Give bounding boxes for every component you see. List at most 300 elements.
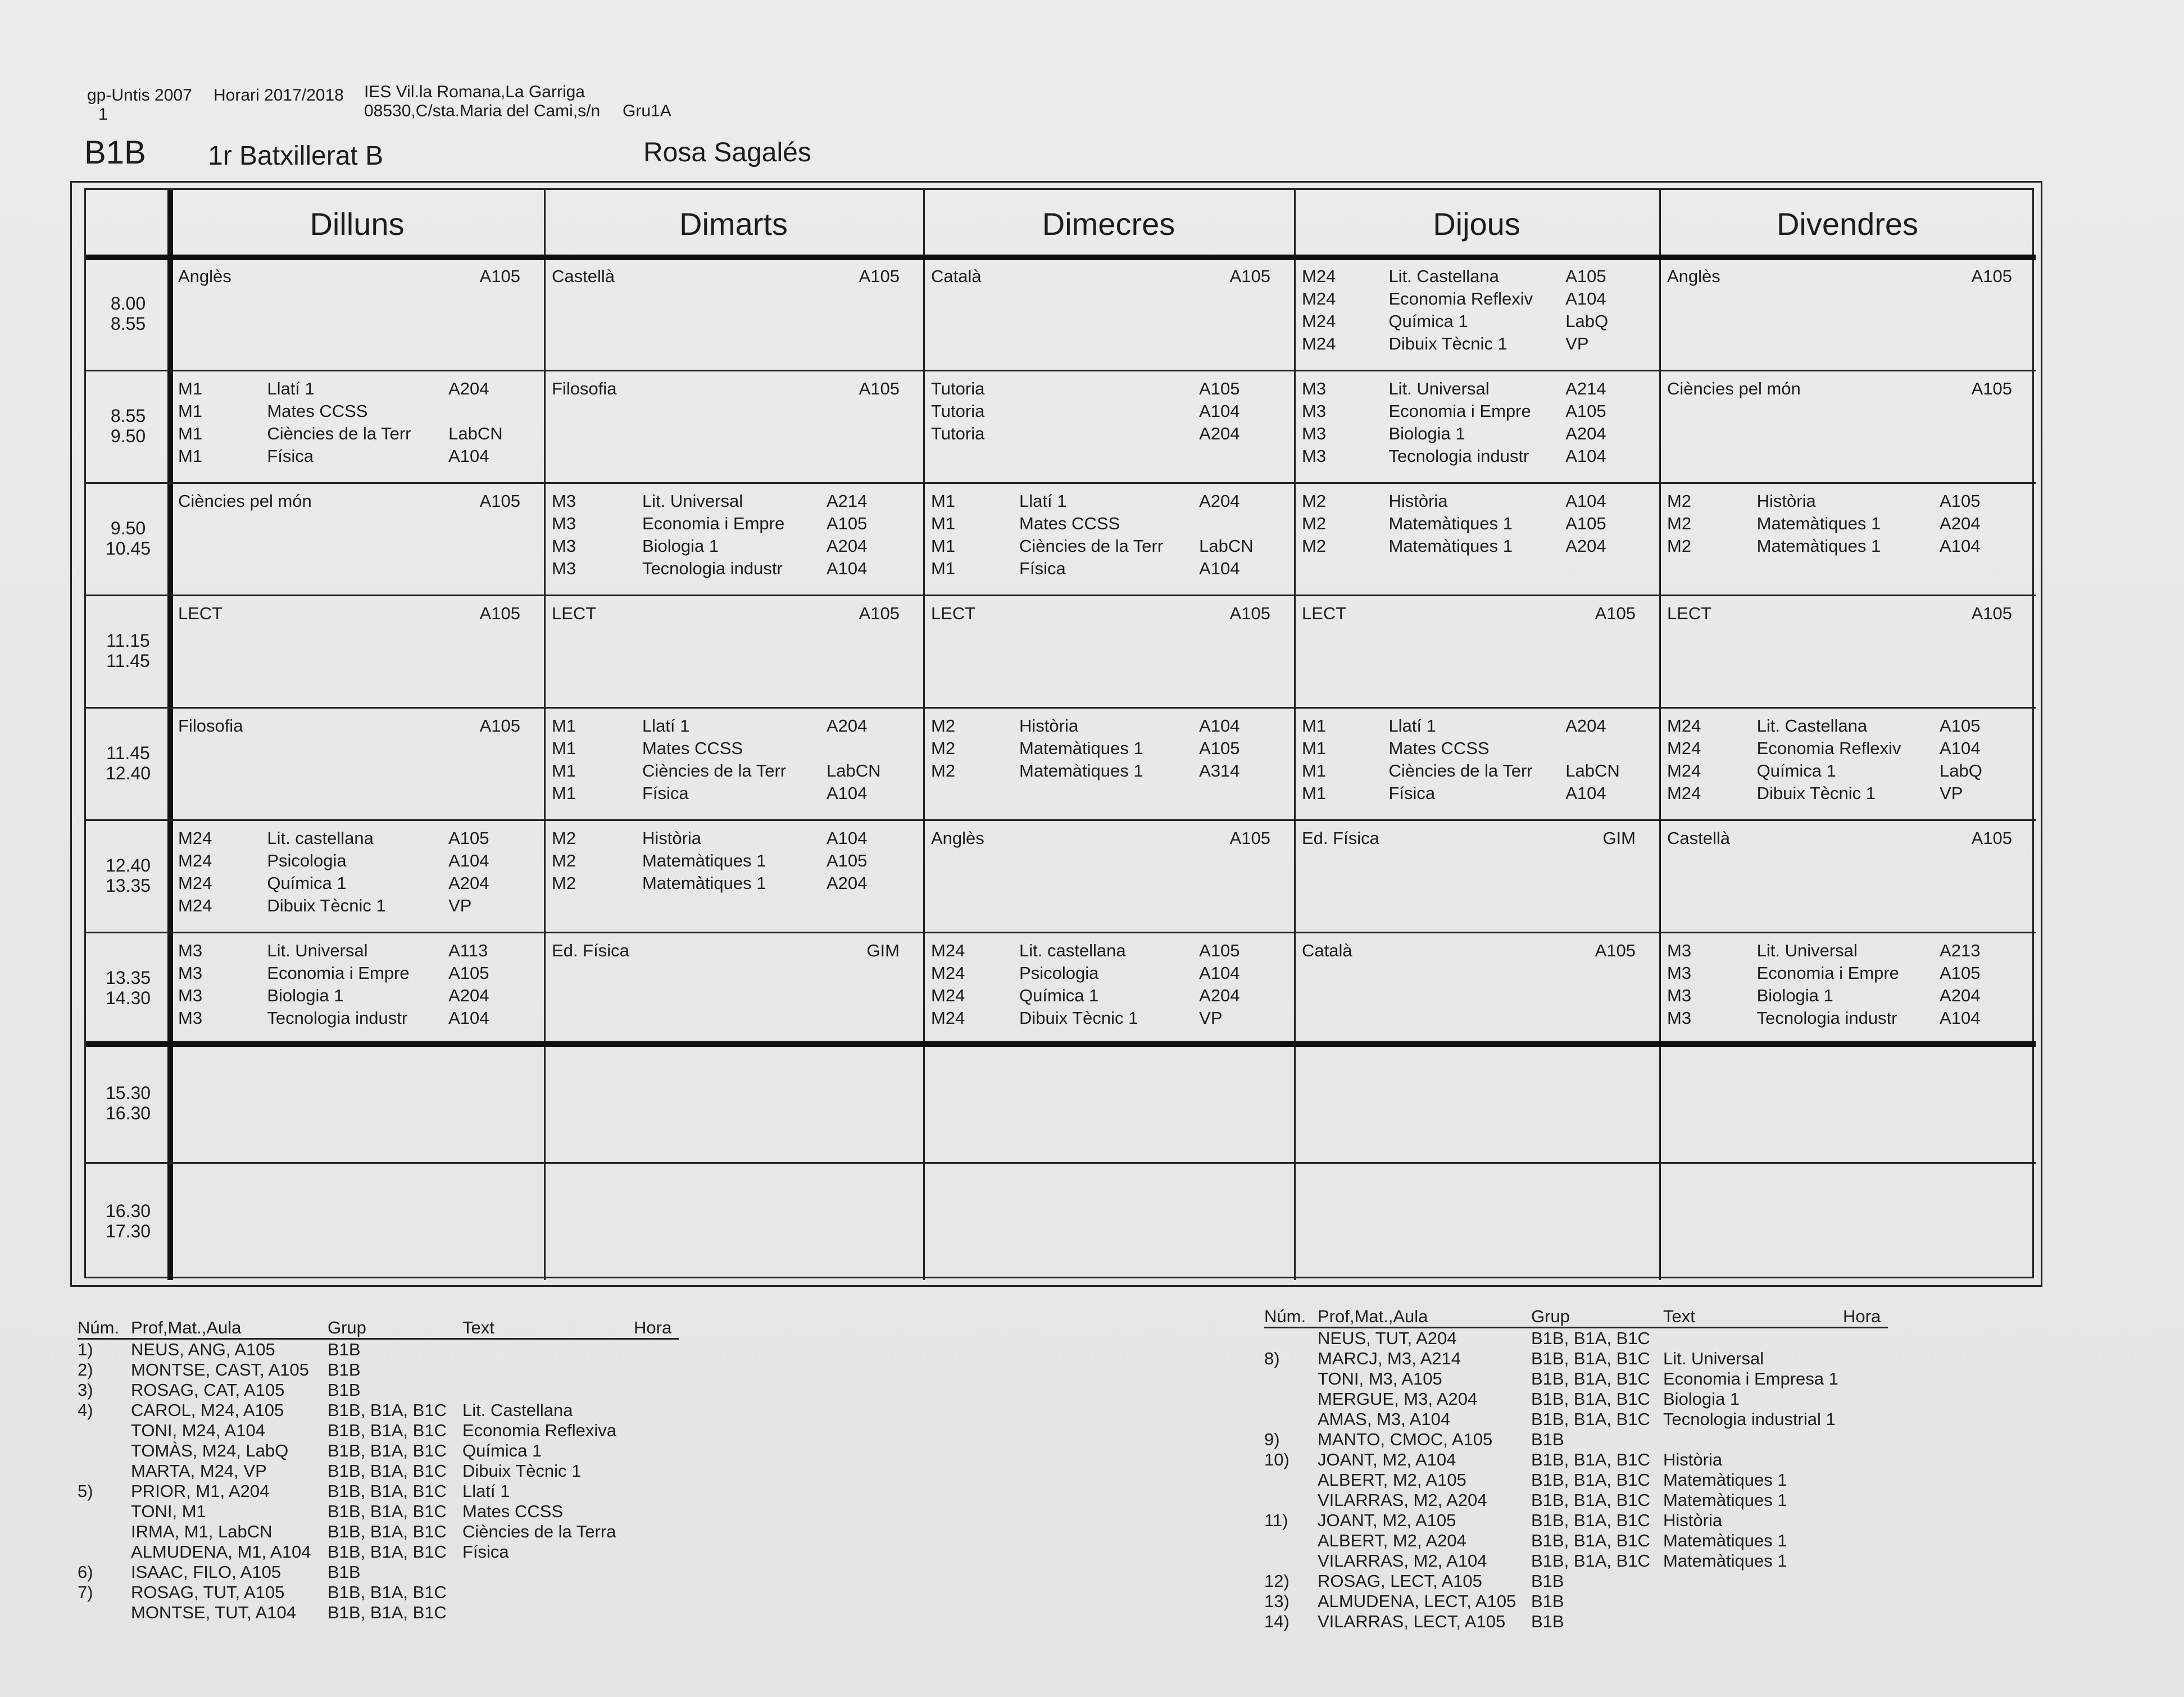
legend-col-prof: Prof,Mat.,Aula — [1318, 1306, 1428, 1326]
lesson-row — [178, 445, 520, 468]
module: M24 — [1302, 334, 1336, 353]
lesson-row — [931, 535, 1270, 557]
subject: Tecnologia industr — [1756, 1008, 1897, 1028]
subject: Llatí 1 — [1019, 491, 1067, 511]
period-time — [86, 1201, 170, 1241]
module: M3 — [178, 941, 203, 960]
subject: Matemàtiques 1 — [642, 851, 766, 870]
subject: Química 1 — [1388, 311, 1468, 331]
legend-prof: VILARRAS, M2, A204 — [1318, 1490, 1487, 1510]
legend-row — [78, 1481, 679, 1501]
period-start: 16.30 — [105, 1201, 151, 1221]
lesson-cell — [1663, 263, 2017, 290]
subject: Matemàtiques 1 — [1388, 536, 1513, 556]
lesson-single — [1302, 602, 1636, 625]
legend-text — [462, 1380, 634, 1400]
lesson-row — [178, 850, 520, 872]
legend-grup: B1B, B1A, B1C — [328, 1481, 447, 1501]
subject: Matemàtiques 1 — [1019, 761, 1143, 781]
room: A105 — [1940, 491, 1981, 511]
legend-text: Dibuix Tècnic 1 — [462, 1461, 582, 1481]
subject: Física — [1019, 559, 1066, 578]
room: A214 — [827, 491, 868, 511]
legend-text: Matemàtiques 1 — [1663, 1470, 1787, 1490]
group-code: Gru1A — [623, 102, 671, 120]
room: A104 — [1565, 491, 1606, 511]
lesson-single — [931, 602, 1270, 625]
room: A104 — [448, 851, 489, 870]
subject: Economia Reflexiv — [1756, 738, 1901, 758]
lesson-cell — [1663, 937, 2017, 1032]
module: M2 — [552, 851, 576, 870]
subject: Química 1 — [1019, 986, 1099, 1005]
subject: Castellà — [552, 266, 615, 286]
module: M3 — [178, 963, 203, 983]
subject: Biologia 1 — [267, 986, 344, 1005]
legend-text: Lit. Universal — [1663, 1349, 1764, 1368]
lesson-row — [931, 715, 1270, 737]
subject: Ciències pel món — [178, 491, 312, 511]
module: M24 — [178, 896, 212, 915]
room: A204 — [448, 873, 489, 893]
lesson-row — [552, 490, 900, 512]
room: A213 — [1940, 941, 1981, 960]
subject: Química 1 — [267, 873, 347, 893]
legend-grup: B1B, B1A, B1C — [1531, 1531, 1650, 1550]
module: Tutoria — [931, 424, 985, 443]
subject: Tecnologia industr — [267, 1008, 408, 1028]
subject: Llatí 1 — [1388, 716, 1436, 736]
subject: Física — [642, 783, 689, 803]
legend-text — [1663, 1328, 1843, 1349]
lesson-cell — [547, 263, 904, 290]
subject: Ciències pel món — [1667, 379, 1801, 398]
module: Tutoria — [931, 379, 985, 398]
legend-col-num: Núm. — [78, 1318, 120, 1337]
lesson-row — [931, 423, 1270, 445]
legend-grup: B1B, B1A, B1C — [1531, 1389, 1650, 1409]
lesson-cell — [1663, 713, 2017, 807]
legend-num — [78, 1603, 131, 1623]
legend-grup: B1B — [1531, 1571, 1564, 1591]
lesson-row — [1302, 310, 1636, 333]
module: M1 — [178, 424, 203, 443]
legend-grup: B1B, B1A, B1C — [1531, 1490, 1650, 1510]
legend-row — [1264, 1571, 1888, 1591]
room: LabCN — [1565, 761, 1620, 781]
room: A105 — [479, 604, 520, 623]
period-time — [86, 1083, 170, 1123]
subject: Dibuix Tècnic 1 — [1019, 1008, 1138, 1028]
room: A105 — [1971, 828, 2012, 848]
subject: Ciències de la Terr — [1388, 761, 1533, 781]
period-start: 8.55 — [110, 406, 146, 426]
lesson-single — [552, 602, 900, 625]
page-number: 1 — [98, 105, 108, 124]
legend-num — [1264, 1328, 1318, 1349]
legend-row — [1264, 1430, 1888, 1450]
module: M2 — [1302, 491, 1327, 511]
period-end: 10.45 — [105, 538, 151, 559]
lesson-row — [552, 535, 900, 557]
legend-col-text: Text — [462, 1318, 494, 1337]
subject: Mates CCSS — [642, 738, 743, 758]
lesson-row — [178, 400, 520, 423]
legend-text: Tecnologia industrial 1 — [1663, 1409, 1836, 1429]
subject: Lit. Universal — [1388, 379, 1490, 398]
legend-grup: B1B, B1A, B1C — [328, 1441, 447, 1460]
subject: Història — [1019, 716, 1079, 736]
room: A214 — [1565, 379, 1606, 398]
lesson-row — [1302, 423, 1636, 445]
class-name: 1r Batxillerat B — [208, 141, 384, 171]
module: M2 — [931, 738, 956, 758]
legend-text: Lit. Castellana — [462, 1400, 573, 1420]
module: M1 — [552, 716, 576, 736]
lesson-single — [178, 715, 520, 737]
legend-right — [1264, 1306, 1888, 1632]
legend-num — [78, 1501, 131, 1522]
room: GIM — [866, 941, 900, 960]
subject: Matemàtiques 1 — [1019, 738, 1143, 758]
module: M2 — [552, 873, 576, 893]
lesson-row — [178, 895, 520, 917]
subject: Lit. Castellana — [1756, 716, 1868, 736]
module: M2 — [1667, 491, 1692, 511]
lesson-row — [931, 512, 1270, 535]
room: A104 — [448, 1008, 489, 1028]
room: A204 — [1199, 424, 1240, 443]
room: A204 — [1940, 986, 1981, 1005]
class-code: B1B — [84, 134, 146, 171]
module: M1 — [552, 761, 576, 781]
legend-grup: B1B, B1A, B1C — [1531, 1409, 1650, 1429]
lesson-row — [552, 850, 900, 872]
room: A104 — [1199, 716, 1240, 736]
day-header: Divendres — [1776, 206, 1919, 242]
module: M3 — [1667, 1008, 1692, 1028]
room: A105 — [1229, 266, 1270, 286]
row-divider — [86, 482, 2036, 484]
legend-row — [78, 1501, 679, 1522]
column-divider — [1294, 190, 1296, 1280]
module: M1 — [178, 446, 203, 466]
legend-text: Mates CCSS — [462, 1501, 564, 1521]
legend-num: 6) — [78, 1562, 93, 1582]
legend-grup: B1B, B1A, B1C — [1531, 1369, 1650, 1389]
lesson-row — [1667, 715, 2012, 737]
legend-header — [78, 1318, 679, 1340]
room: A104 — [827, 559, 868, 578]
lesson-row — [178, 423, 520, 445]
lesson-cell — [174, 825, 525, 919]
lesson-row — [552, 827, 900, 850]
legend-prof: MANTO, CMOC, A105 — [1318, 1430, 1493, 1449]
lesson-cell — [1297, 263, 1640, 357]
lesson-single — [1667, 827, 2012, 850]
room: VP — [448, 896, 472, 915]
room: LabCN — [1199, 536, 1254, 556]
module: M24 — [1302, 311, 1336, 331]
module: M1 — [1302, 716, 1327, 736]
room: GIM — [1602, 828, 1636, 848]
legend-num — [1264, 1551, 1318, 1571]
legend-prof: AMAS, M3, A104 — [1318, 1409, 1451, 1429]
legend-num: 9) — [1264, 1430, 1280, 1449]
legend-num: 10) — [1264, 1450, 1289, 1469]
lesson-single — [178, 602, 520, 625]
module: M24 — [1667, 738, 1701, 758]
period-time — [86, 743, 170, 783]
module: M2 — [931, 761, 956, 781]
lesson-row — [931, 760, 1270, 782]
legend-row — [78, 1522, 679, 1542]
legend-text — [462, 1360, 634, 1380]
legend-num: 4) — [78, 1400, 93, 1420]
lesson-single — [178, 265, 520, 288]
subject: Mates CCSS — [1019, 514, 1120, 533]
legend-col-hora: Hora — [634, 1318, 672, 1337]
subject: Matemàtiques 1 — [1756, 514, 1881, 533]
room: A204 — [1565, 716, 1606, 736]
lesson-row — [931, 1007, 1270, 1029]
room: A314 — [1199, 761, 1240, 781]
subject: Lit. Universal — [1756, 941, 1858, 960]
room — [1565, 737, 1636, 760]
lesson-single — [931, 265, 1270, 288]
module: M1 — [1302, 783, 1327, 803]
room: A105 — [1229, 604, 1270, 623]
room: VP — [1940, 783, 1963, 803]
lesson-row — [1302, 512, 1636, 535]
period-start: 8.00 — [110, 293, 146, 314]
lesson-cell — [1663, 375, 2017, 402]
module: M24 — [178, 851, 212, 870]
legend-text: Economia i Empresa 1 — [1663, 1369, 1838, 1389]
lesson-row — [1302, 265, 1636, 288]
subject: Lit. Castellana — [1388, 266, 1499, 286]
legend-row — [78, 1542, 679, 1562]
room: LabQ — [1565, 311, 1609, 331]
room: A105 — [1971, 266, 2012, 286]
module: M3 — [552, 536, 576, 556]
subject: LECT — [178, 604, 223, 623]
lesson-row — [552, 872, 900, 895]
timetable-grid — [84, 188, 2034, 1278]
period-end: 17.30 — [105, 1221, 151, 1241]
legend-num: 11) — [1264, 1510, 1288, 1530]
lesson-row — [1667, 490, 2012, 512]
legend-prof: ISAAC, FILO, A105 — [131, 1562, 281, 1582]
module: M1 — [1302, 738, 1327, 758]
room: A105 — [1595, 604, 1636, 623]
legend-col-grup: Grup — [1531, 1306, 1570, 1326]
subject: Castellà — [1667, 828, 1730, 848]
school-name: IES Vil.la Romana,La Garriga — [364, 83, 585, 101]
room: A104 — [1199, 401, 1240, 421]
module: M3 — [1302, 446, 1327, 466]
room: A204 — [827, 716, 868, 736]
legend-text: Biologia 1 — [1663, 1389, 1740, 1409]
subject: Lit. Universal — [642, 491, 743, 511]
subject: Història — [642, 828, 702, 848]
lesson-row — [1667, 782, 2012, 805]
subject: Dibuix Tècnic 1 — [267, 896, 386, 915]
subject: Ciències de la Terr — [267, 424, 411, 443]
lesson-row — [178, 378, 520, 400]
lesson-row — [1302, 715, 1636, 737]
legend-num: 13) — [1264, 1591, 1289, 1611]
legend-text: Matemàtiques 1 — [1663, 1551, 1787, 1571]
lesson-single — [1302, 827, 1636, 850]
legend-col-text: Text — [1663, 1306, 1695, 1326]
lesson-row — [1302, 535, 1636, 557]
subject: Anglès — [178, 266, 231, 286]
legend-prof: TONI, M1 — [131, 1501, 206, 1521]
module: M24 — [1667, 716, 1701, 736]
module: M1 — [552, 738, 576, 758]
legend-row — [78, 1603, 679, 1623]
legend-prof: NEUS, TUT, A204 — [1318, 1328, 1457, 1348]
legend-row — [78, 1421, 679, 1441]
module: M3 — [1667, 941, 1692, 960]
room: A204 — [827, 873, 868, 893]
lesson-cell — [927, 937, 1275, 1032]
lesson-row — [552, 737, 900, 760]
school-address: 08530,C/sta.Maria del Cami,s/n — [364, 102, 601, 120]
legend-text: Física — [462, 1542, 509, 1562]
legend-prof: NEUS, ANG, A105 — [131, 1340, 275, 1359]
lesson-single — [1667, 378, 2012, 400]
lesson-row — [552, 782, 900, 805]
subject: Mates CCSS — [1388, 738, 1490, 758]
period-end: 11.45 — [106, 651, 150, 671]
subject: Ciències de la Terr — [1019, 536, 1164, 556]
legend-prof: ALMUDENA, M1, A104 — [131, 1542, 311, 1562]
room: A105 — [1940, 716, 1981, 736]
legend-row — [78, 1441, 679, 1461]
row-divider — [86, 819, 2036, 821]
lesson-cell — [1297, 375, 1640, 470]
room: LabCN — [827, 761, 881, 781]
lesson-row — [1302, 782, 1636, 805]
lesson-cell — [1297, 600, 1640, 627]
room: A104 — [1565, 446, 1606, 466]
module: M1 — [178, 401, 203, 421]
subject: Lit. castellana — [267, 828, 374, 848]
lesson-row — [1667, 940, 2012, 962]
subject: Filosofia — [178, 716, 243, 736]
subject: Matemàtiques 1 — [1756, 536, 1881, 556]
period-start: 13.35 — [105, 968, 151, 988]
lesson-row — [931, 378, 1270, 400]
legend-num — [78, 1421, 131, 1441]
legend-num: 5) — [78, 1481, 93, 1501]
legend-grup: B1B — [328, 1380, 361, 1400]
module: M3 — [552, 559, 576, 578]
subject: Llatí 1 — [642, 716, 690, 736]
legend-row — [78, 1360, 679, 1380]
legend-prof: VILARRAS, LECT, A105 — [1318, 1612, 1506, 1631]
legend-text: Matemàtiques 1 — [1663, 1490, 1787, 1510]
period-time — [86, 630, 170, 671]
column-divider — [923, 190, 925, 1280]
legend-num — [78, 1522, 131, 1542]
row-divider — [86, 1162, 2036, 1164]
module: M24 — [178, 828, 212, 848]
legend-text: Ciències de la Terra — [462, 1522, 616, 1541]
legend-num: 14) — [1264, 1612, 1289, 1631]
legend-row — [1264, 1328, 1888, 1349]
lesson-cell — [1297, 488, 1640, 560]
subject: LECT — [1302, 604, 1347, 623]
lesson-row — [1302, 490, 1636, 512]
module: M24 — [1302, 289, 1336, 308]
lesson-row — [178, 872, 520, 895]
room: A204 — [1199, 986, 1240, 1005]
lesson-cell — [1663, 488, 2017, 560]
lesson-cell — [174, 488, 525, 515]
module: M1 — [931, 514, 956, 533]
row-divider — [86, 370, 2036, 371]
lesson-row — [178, 984, 520, 1007]
module: M24 — [178, 873, 212, 893]
lesson-row — [1302, 288, 1636, 310]
lesson-row — [1302, 445, 1636, 468]
legend-text — [462, 1603, 634, 1623]
subject: Economia i Empre — [267, 963, 410, 983]
row-divider — [86, 255, 2036, 260]
row-divider — [86, 595, 2036, 596]
legend-text: Química 1 — [462, 1441, 542, 1460]
lesson-single — [931, 827, 1270, 850]
subject: Ciències de la Terr — [642, 761, 787, 781]
legend-grup: B1B, B1A, B1C — [1531, 1349, 1650, 1368]
room: A105 — [859, 379, 900, 398]
lesson-row — [1302, 333, 1636, 355]
lesson-cell — [927, 263, 1275, 290]
subject: Anglès — [1667, 266, 1720, 286]
room: A105 — [448, 963, 489, 983]
legend-text — [1663, 1571, 1843, 1591]
room: LabQ — [1940, 761, 1982, 781]
legend-grup: B1B, B1A, B1C — [1531, 1551, 1650, 1571]
room: A105 — [1199, 379, 1240, 398]
module: M24 — [931, 1008, 965, 1028]
legend-num: 7) — [78, 1582, 93, 1602]
lesson-cell — [547, 825, 904, 897]
legend-prof: IRMA, M1, LabCN — [131, 1522, 273, 1541]
legend-num: 1) — [78, 1340, 93, 1359]
lesson-row — [1667, 962, 2012, 984]
lesson-row — [178, 1007, 520, 1029]
legend-row — [1264, 1450, 1888, 1470]
schedule-year: Horari 2017/2018 — [214, 86, 344, 105]
legend-prof: MARTA, M24, VP — [131, 1461, 267, 1481]
module: M1 — [1302, 761, 1327, 781]
legend-grup: B1B, B1A, B1C — [1531, 1470, 1650, 1490]
subject: Economia i Empre — [1388, 401, 1531, 421]
legend-text — [462, 1582, 634, 1603]
legend-num — [78, 1542, 131, 1562]
lesson-cell — [174, 713, 525, 739]
subject: Tecnologia industr — [1388, 446, 1529, 466]
subject: Matemàtiques 1 — [642, 873, 766, 893]
lesson-row — [178, 827, 520, 850]
room: A104 — [448, 446, 489, 466]
legend-num — [1264, 1531, 1318, 1551]
legend-text — [1663, 1430, 1843, 1450]
